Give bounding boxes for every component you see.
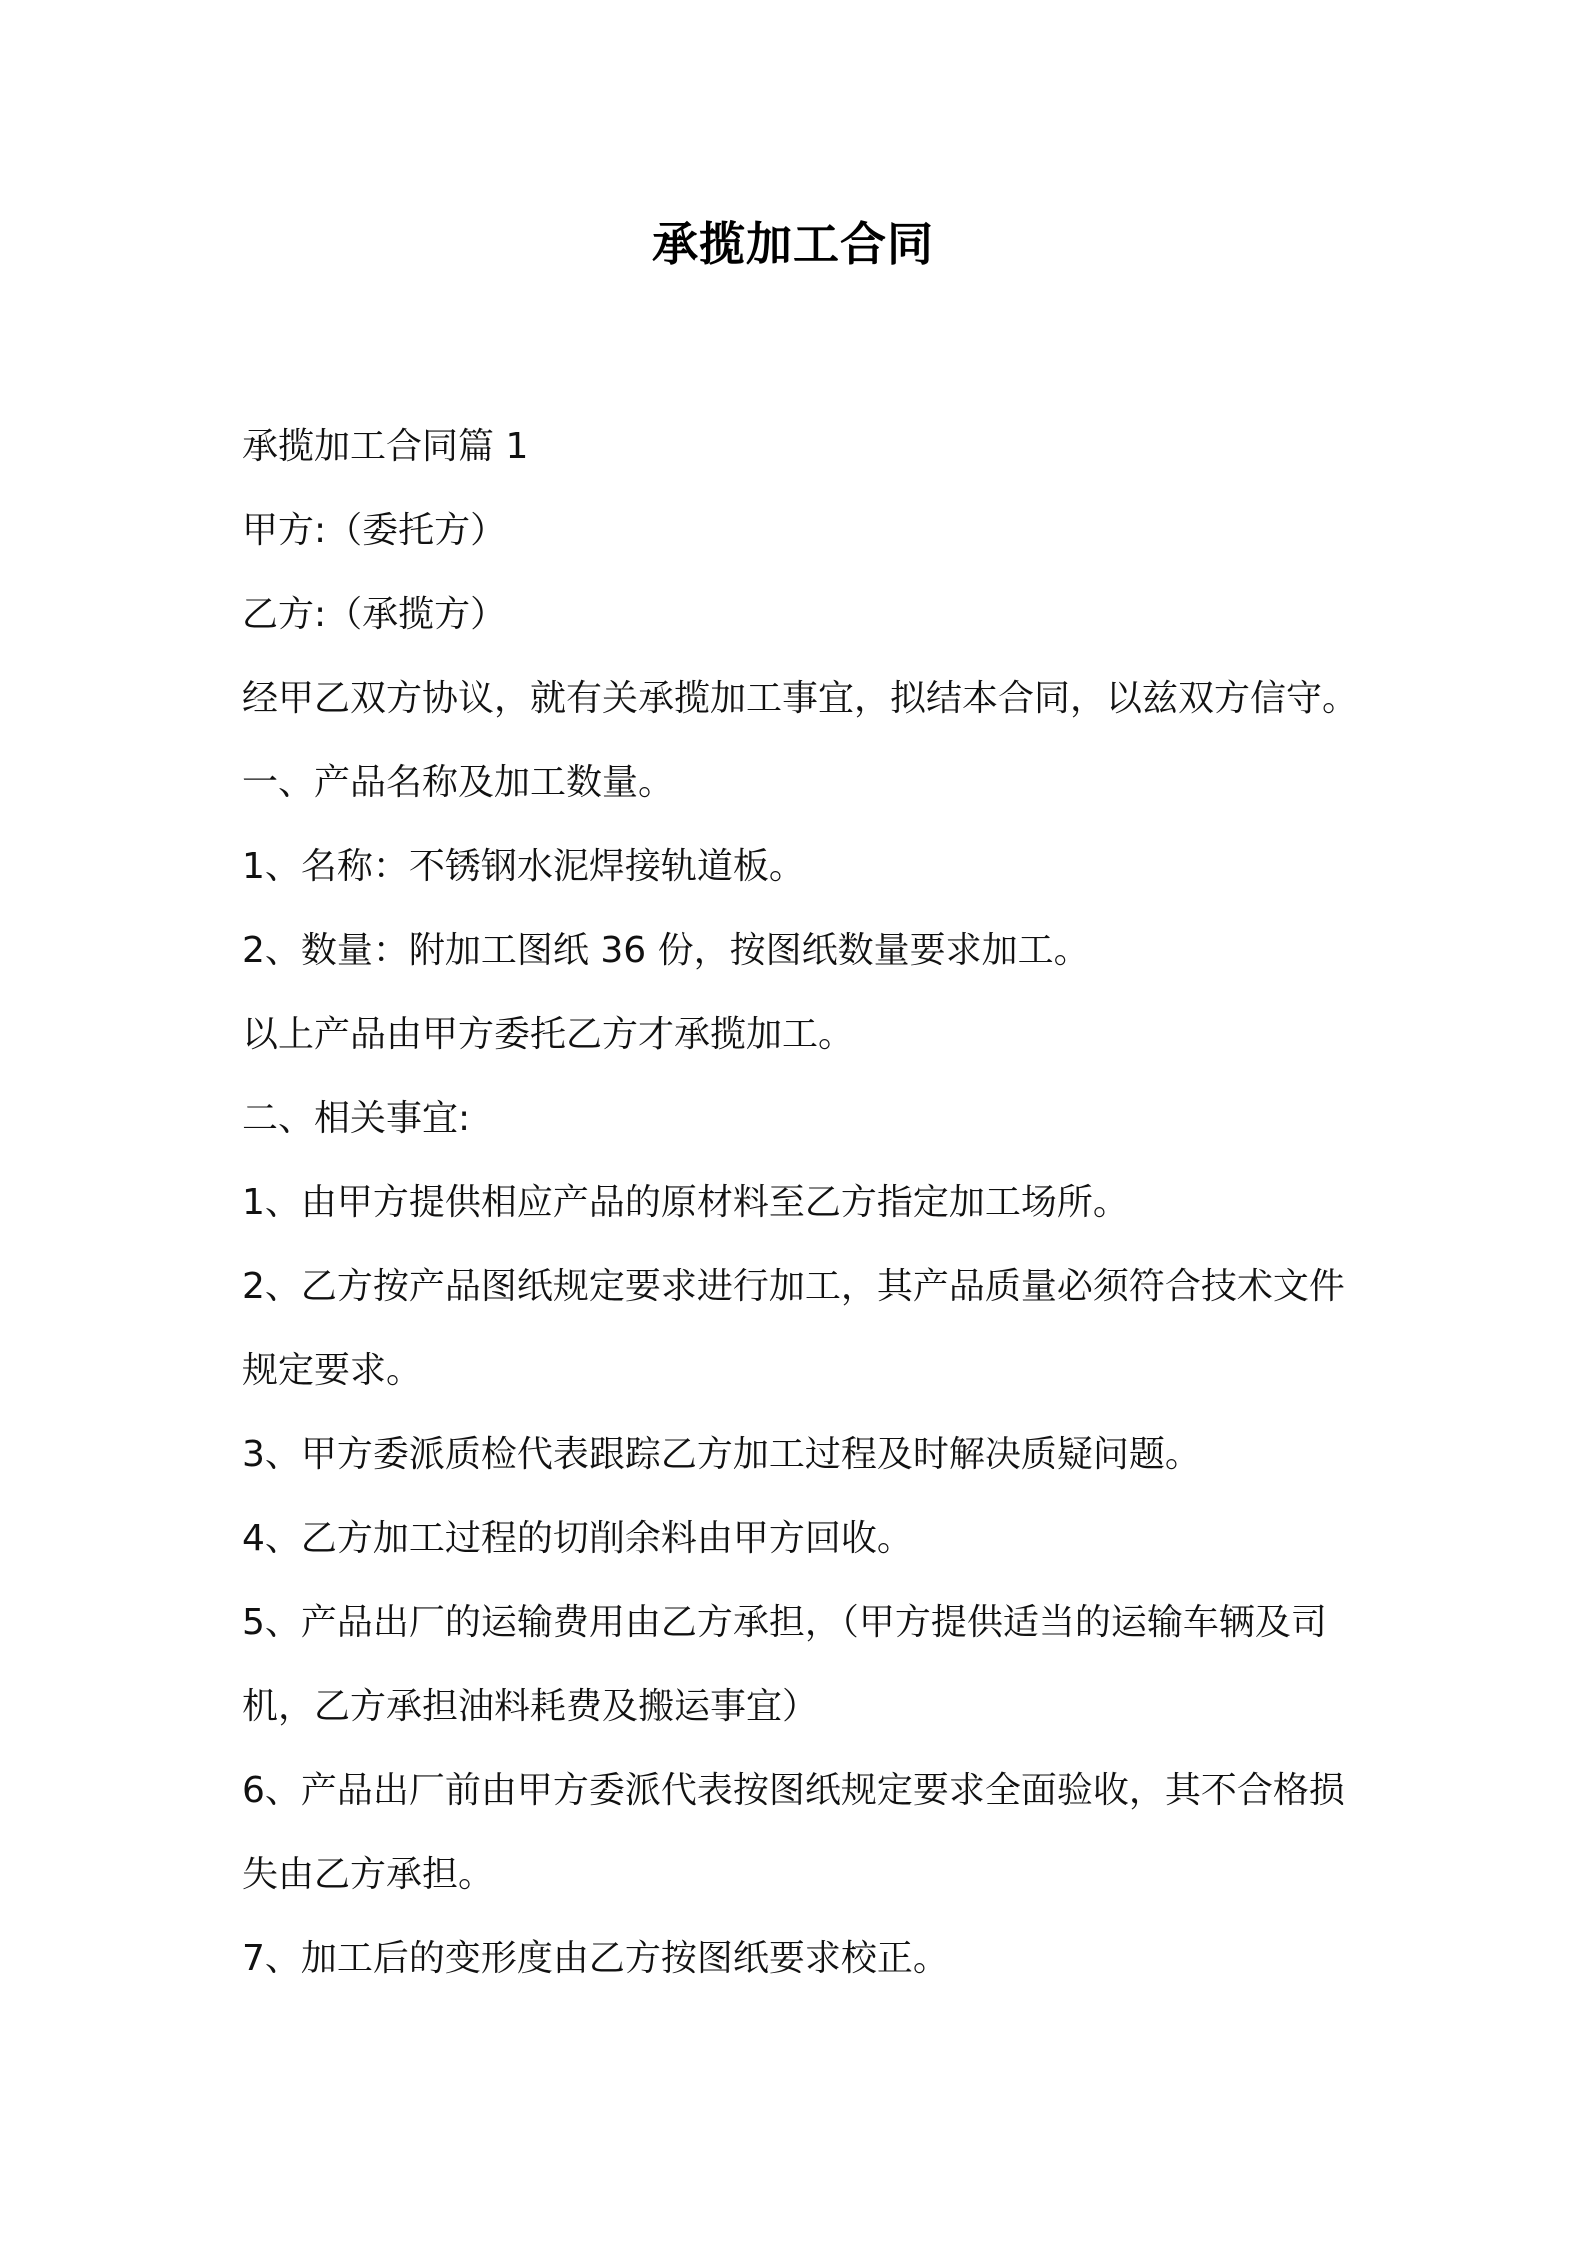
- clause-item: 4、乙方加工过程的切削余料由甲方回收。: [242, 1518, 913, 1559]
- document-body: [242, 405, 1362, 2001]
- party-a-line: 甲方:（委托方）: [242, 510, 507, 551]
- clause-item: 1、由甲方提供相应产品的原材料至乙方指定加工场所。: [242, 1182, 1129, 1223]
- clause-heading-1: 一、产品名称及加工数量。: [242, 762, 675, 803]
- clause-item: 6、产品出厂前由甲方委派代表按图纸规定要求全面验收，其不合格损失由乙方承担。: [242, 1770, 1345, 1895]
- clause-item: 1、名称：不锈钢水泥焊接轨道板。: [242, 846, 805, 887]
- clause-heading-2: 二、相关事宜:: [242, 1098, 471, 1139]
- clause-item: 7、加工后的变形度由乙方按图纸要求校正。: [242, 1938, 949, 1979]
- section-heading: 承揽加工合同篇 1: [242, 426, 529, 467]
- party-b-line: 乙方:（承揽方）: [242, 594, 507, 635]
- clause-note: 以上产品由甲方委托乙方才承揽加工。: [242, 1014, 855, 1055]
- document-title: 承揽加工合同: [652, 217, 934, 271]
- clause-item: 2、乙方按产品图纸规定要求进行加工，其产品质量必须符合技术文件规定要求。: [242, 1266, 1345, 1391]
- clause-item: 2、数量：附加工图纸 36 份，按图纸数量要求加工。: [242, 930, 1090, 971]
- clause-item: 5、产品出厂的运输费用由乙方承担，（甲方提供适当的运输车辆及司机，乙方承担油料耗费及搬运事宜）: [242, 1602, 1327, 1727]
- agreement-intro: 经甲乙双方协议，就有关承揽加工事宜，拟结本合同，以兹双方信守。: [242, 678, 1359, 719]
- clause-item: 3、甲方委派质检代表跟踪乙方加工过程及时解决质疑问题。: [242, 1434, 1201, 1475]
